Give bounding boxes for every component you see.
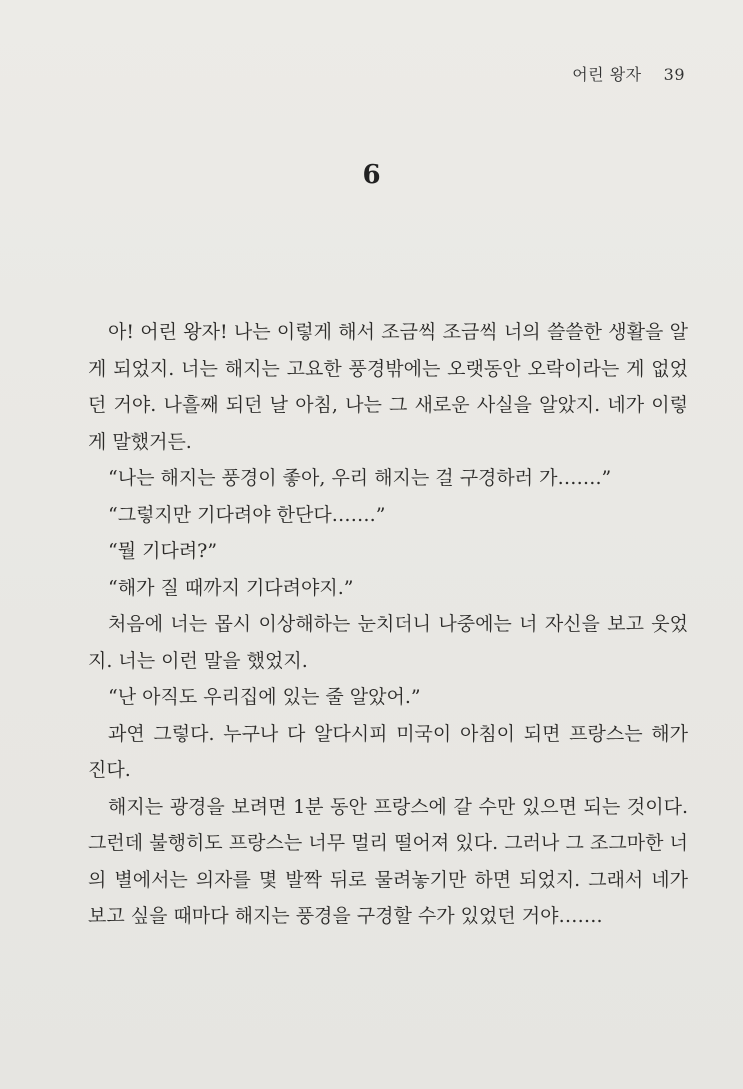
dialogue-line: “뭘 기다려?” bbox=[108, 540, 218, 562]
chapter-number: 6 bbox=[362, 160, 381, 190]
dialogue-line: “해가 질 때까지 기다려야지.” bbox=[108, 576, 354, 599]
dialogue-line: “그렇지만 기다려야 한단다…….” bbox=[108, 503, 386, 526]
paragraph: 아! 어린 왕자! 나는 이렇게 해서 조금씩 조금씩 너의 쓸쓸한 생활을 알게 되었지. 너는 해지는 고요한 풍경밖에는 오랫동안 오락이라는 게 없었던 거야. 나흘째 되던 날 아침, 나는 그 새로운 사실을 알았지. 네가 이렇게 말했거든. bbox=[88, 321, 688, 453]
paragraph: 처음에 너는 몹시 이상해하는 눈치더니 나중에는 너 자신을 보고 웃었지. 너는 이런 말을 했었지. bbox=[88, 613, 688, 672]
body-text bbox=[88, 314, 688, 935]
paragraph: 해지는 광경을 보려면 1분 동안 프랑스에 갈 수만 있으면 되는 것이다. 그런데 불행히도 프랑스는 너무 멀리 떨어져 있다. 그러나 그 조그마한 너의 별에서는 의자를 몇 발짝 뒤로 물려놓기만 하면 되었지. 그래서 네가 보고 싶을 때마다 해지는 풍경을 구경할 수가 있었던 거야……. bbox=[88, 795, 688, 927]
book-title: 어린 왕자 bbox=[572, 65, 642, 84]
paragraph: 과연 그렇다. 누구나 다 알다시피 미국이 아침이 되면 프랑스는 해가 진다. bbox=[88, 722, 688, 781]
dialogue-line: “난 아직도 우리집에 있는 줄 알았어.” bbox=[108, 686, 421, 708]
running-header bbox=[572, 62, 685, 85]
dialogue-line: “나는 해지는 풍경이 좋아, 우리 해지는 걸 구경하러 가…….” bbox=[108, 467, 612, 489]
page-number: 39 bbox=[663, 65, 685, 84]
